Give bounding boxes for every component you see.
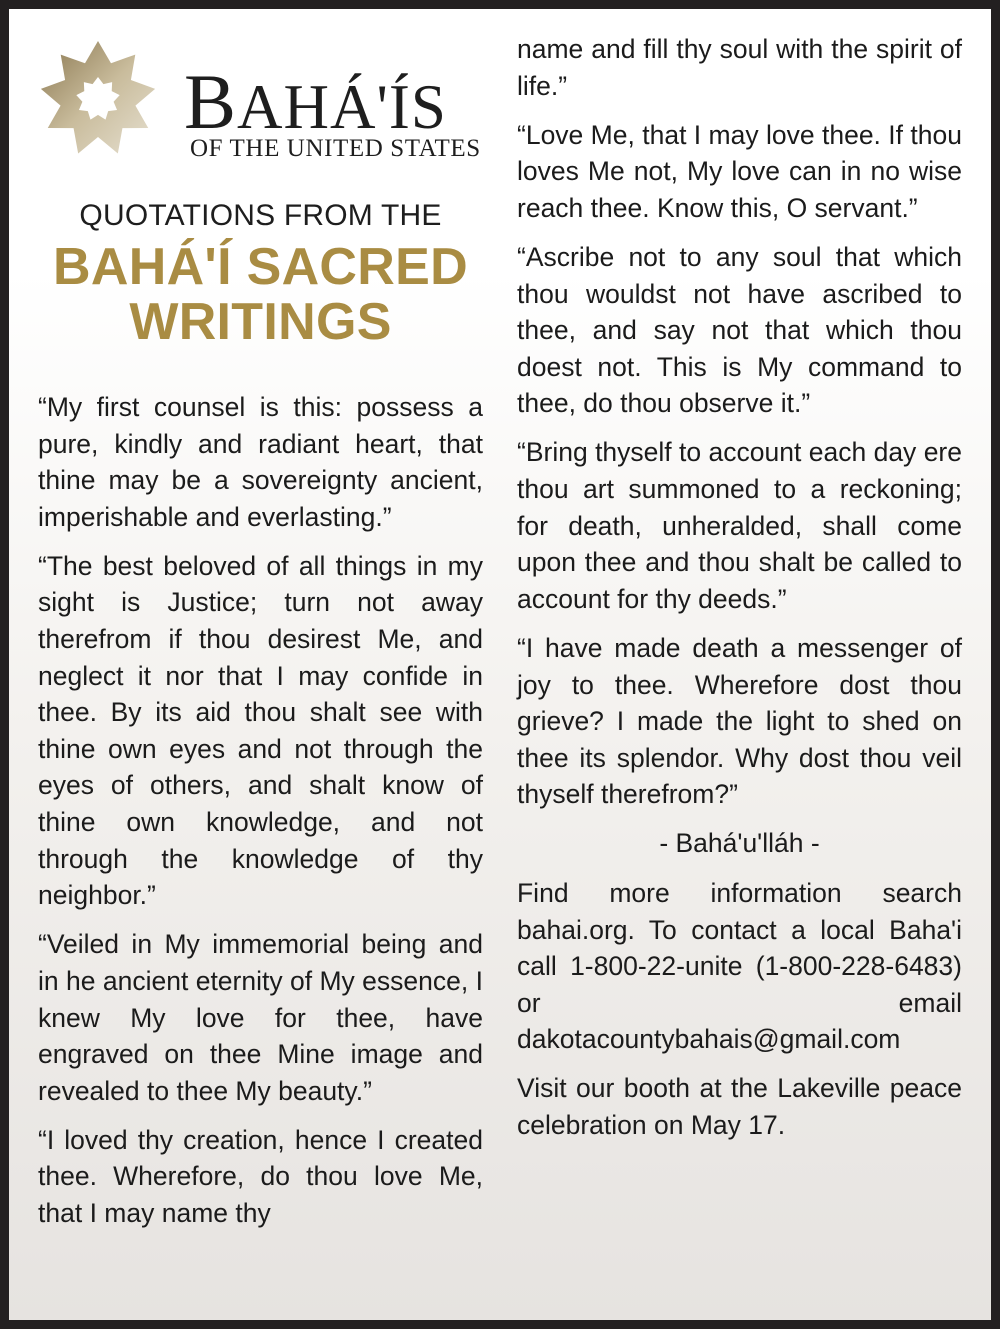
heading (38, 196, 483, 350)
quote-continued: name and fill thy soul with the spirit of life.” (517, 34, 962, 101)
heading-kicker: QUOTATIONS FROM THE (79, 199, 442, 232)
attribution: - Bahá'u'lláh - (659, 828, 820, 859)
quote: “I loved thy creation, hence I created thee. Wherefore, do thou love Me, that I may name thy (38, 1124, 483, 1228)
right-column-quotes (517, 31, 962, 1320)
bahais-logo (38, 39, 483, 169)
logo-wordmark: BAHÁ'ÍS (184, 58, 447, 145)
event-info: Visit our booth at the Lakeville peace celebration on May 17. (517, 1073, 962, 1141)
contact-info: Find more information search bahai.org. To contact a local Baha'i call 1-800-22-unite (1-800-228-6483) or email dakotacountybahais@gmail.com (517, 877, 962, 1055)
quote: “My first counsel is this: possess a pure, kindly and radiant heart, that thine may be a sovereignty ancient, imperishable and everlasting.” (38, 392, 483, 532)
heading-title-line-1: BAHÁ'Í SACRED (53, 238, 468, 296)
quote: “Veiled in My immemorial being and in he ancient eternity of My essence, I knew My love for thee, have engraved on thee Mine image and revealed to thee My beauty.” (38, 929, 483, 1106)
quote: “Love Me, that I may love thee. If thou loves Me not, My love can in no wise reach thee. Know this, O servant.” (517, 119, 962, 223)
nine-pointed-star-icon (38, 39, 158, 159)
left-column-quotes (38, 389, 483, 1320)
quote: “Ascribe not to any soul that which thou wouldst not have ascribed to thee, and say not that which thou doest not. This is My command to thee, do thou observe it.” (517, 241, 962, 419)
quote: “Bring thyself to account each day ere thou art summoned to a reckoning; for death, unheralded, shall come upon thee and thou shalt be called to account for thy deeds.” (517, 437, 962, 614)
logo-subtitle: OF THE UNITED STATES (190, 135, 481, 162)
quote: “I have made death a messenger of joy to thee. Wherefore dost thou grieve? I made the light to shed on thee its splendor. Why dost thou veil thyself therefrom?” (517, 632, 962, 810)
heading-title-line-2: WRITINGS (129, 293, 392, 351)
advertisement (9, 9, 991, 1320)
quote: “The best beloved of all things in my sight is Justice; turn not away therefrom if thou desirest Me, and neglect it nor that I may confide in thee. By its aid thou shalt see with thine own eyes and not through the eyes of others, and shalt know of thine own knowledge, and not through the knowledge of thy neighbor.” (38, 550, 483, 911)
heading-title (38, 240, 483, 350)
